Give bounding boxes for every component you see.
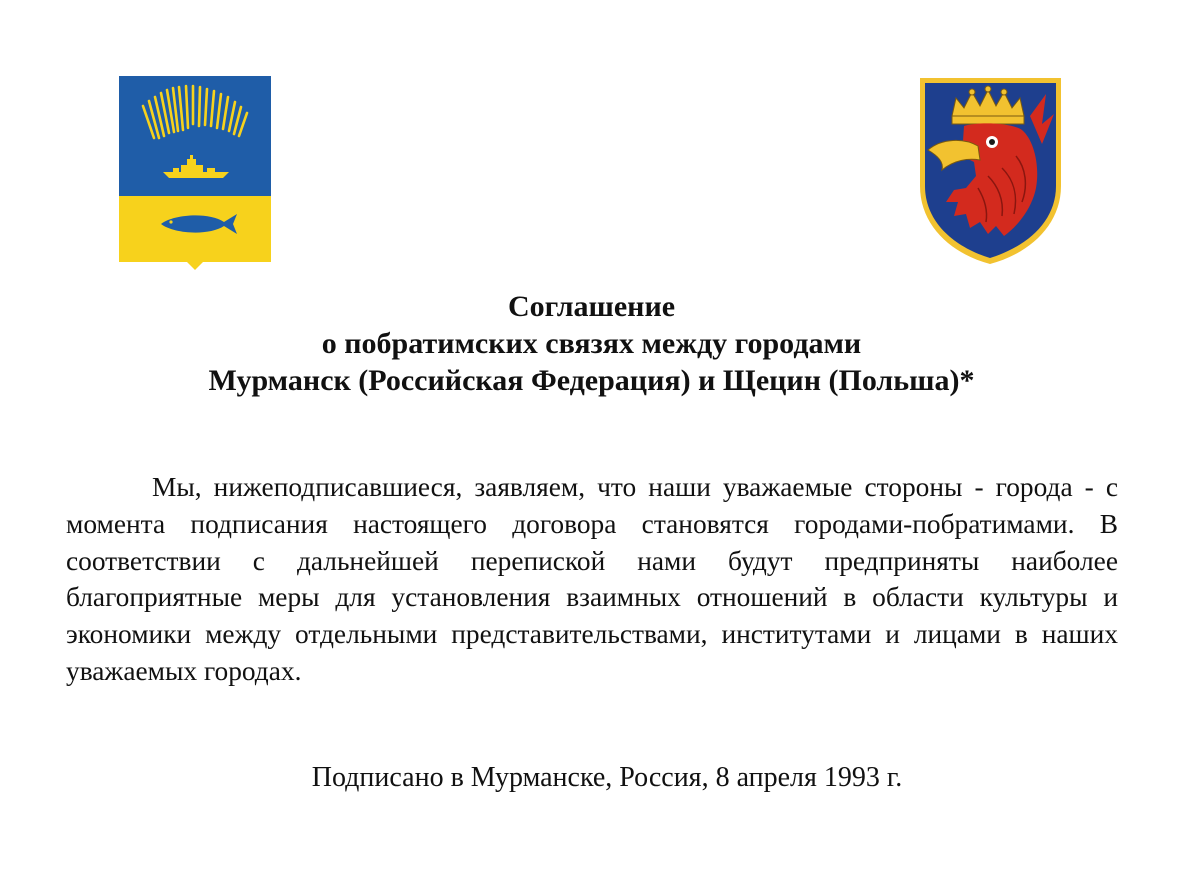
title-line-1: Соглашение bbox=[507, 290, 676, 323]
title-line-3: Мурманск (Российская Федерация) и Щецин (Польша)* bbox=[208, 364, 975, 397]
murmansk-coat-of-arms-icon bbox=[119, 76, 271, 270]
title-line-2: о побратимских связях между городами bbox=[321, 327, 862, 360]
document-title bbox=[0, 288, 1183, 399]
szczecin-coat-of-arms-icon bbox=[918, 76, 1063, 266]
agreement-paragraph: Мы, нижеподписавшиеся, заявляем, что наши уважаемые стороны - города - с момента подписания настоящего договора становятся городами-побратимами. В соответствии с дальнейшей перепиской нами будут предприняты наиболее благоприятные меры для установления взаимных отношений в области культуры и экономики между отдельными представительствами, институтами и лицами в наших уважаемых городах. bbox=[66, 472, 1118, 686]
signed-place-date: Подписано в Мурманске, Россия, 8 апреля 1993 г. bbox=[311, 762, 903, 793]
